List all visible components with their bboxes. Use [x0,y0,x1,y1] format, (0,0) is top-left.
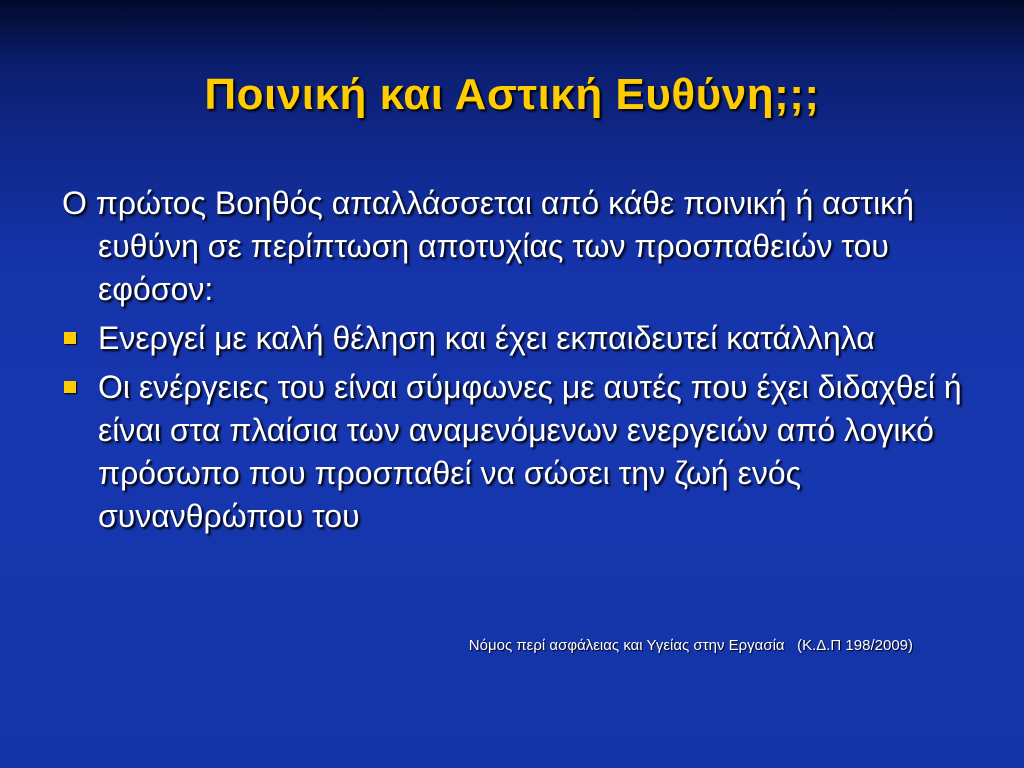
bullet-text: Οι ενέργειες του είναι σύμφωνες με αυτές που έχει διδαχθεί ή είναι στα πλαίσια των αναμενόμενων ενεργειών από λογικό πρόσωπο που προσπαθεί να σώσει την ζωή ενός συνανθρώπου του [98,369,962,534]
slide-body [62,182,962,544]
bullet-item [62,317,962,360]
square-bullet-icon [64,332,76,344]
slide-title: Ποινική και Αστική Ευθύνη;;; [204,70,820,119]
citation: Νόμος περί ασφάλειας και Υγείας στην Εργασία (Κ.Δ.Π 198/2009) [468,637,913,654]
square-bullet-icon [64,381,76,393]
bullet-text: Ενεργεί με καλή θέληση και έχει εκπαιδευτεί κατάλληλα [98,320,875,356]
bullet-item [62,366,962,538]
intro-paragraph: Ο πρώτος Βοηθός απαλλάσσεται από κάθε ποινική ή αστική ευθύνη σε περίπτωση αποτυχίας των προσπαθειών του εφόσον: [62,185,914,307]
